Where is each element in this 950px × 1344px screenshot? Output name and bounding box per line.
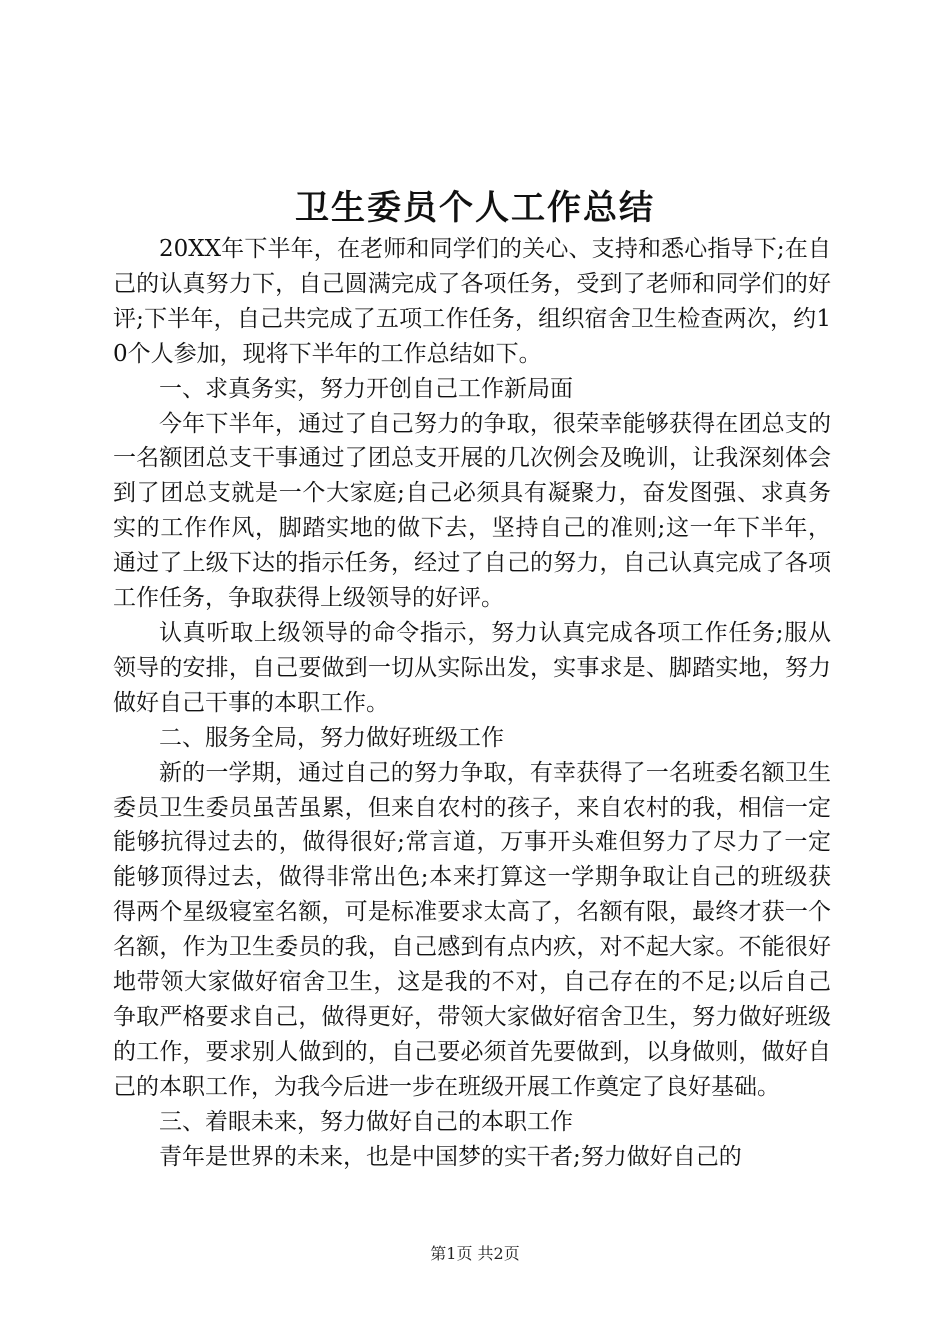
paragraph-section-1b: 认真听取上级领导的命令指示，努力认真完成各项工作任务;服从领导的安排，自己要做到一切从实际出发，实事求是、脚踏实地，努力做好自己干事的本职工作。 <box>113 619 831 716</box>
document-title: 卫生委员个人工作总结 <box>295 188 655 228</box>
paragraph-section-1a: 今年下半年，通过了自己努力的争取，很荣幸能够获得在团总支的一名额团总支干事通过了团总支开展的几次例会及晚训，让我深刻体会到了团总支就是一个大家庭;自己必须具有凝聚力，奋发图强、求真务实的工作作风，脚踏实地的做下去，坚持自己的准则;这一年下半年，通过了上级下达的指示任务，经过了自己的努力，自己认真完成了各项工作任务，争取获得上级领导的好评。 <box>113 410 831 612</box>
paragraph-section-2: 新的一学期，通过自己的努力争取，有幸获得了一名班委名额卫生委员卫生委员虽苦虽累，但来自农村的孩子，来自农村的我，相信一定能够抗得过去的，做得很好;常言道，万事开头难但努力了尽力了一定能够顶得过去，做得非常出色;本来打算这一学期争取让自己的班级获得两个星级寝室名额，可是标准要求太高了，名额有限，最终才获一个名额，作为卫生委员的我，自己感到有点内疚，对不起大家。不能很好地带领大家做好宿舍卫生，这是我的不对，自己存在的不足;以后自己争取严格要求自己，做得更好，带领大家做好宿舍卫生，努力做好班级的工作，要求别人做到的，自己要必须首先要做到，以身做则，做好自己的本职工作，为我今后进一步在班级开展工作奠定了良好基础。 <box>113 759 831 1100</box>
section-heading-1: 一、求真务实，努力开创自己工作新局面 <box>159 375 573 402</box>
page-number-footer: 第1页 共2页 <box>430 1244 520 1263</box>
paragraph-intro: 20XX年下半年，在老师和同学们的关心、支持和悉心指导下;在自己的认真努力下，自己圆满完成了各项任务，受到了老师和同学们的好评;下半年，自己共完成了五项工作任务，组织宿舍卫生检查两次，约10个人参加，现将下半年的工作总结如下。 <box>113 236 831 367</box>
section-heading-3: 三、着眼未来，努力做好自己的本职工作 <box>159 1108 573 1135</box>
section-heading-2: 二、服务全局，努力做好班级工作 <box>159 724 504 751</box>
paragraph-section-3: 青年是世界的未来，也是中国梦的实干者;努力做好自己的 <box>159 1143 742 1170</box>
document-body <box>113 232 831 1174</box>
